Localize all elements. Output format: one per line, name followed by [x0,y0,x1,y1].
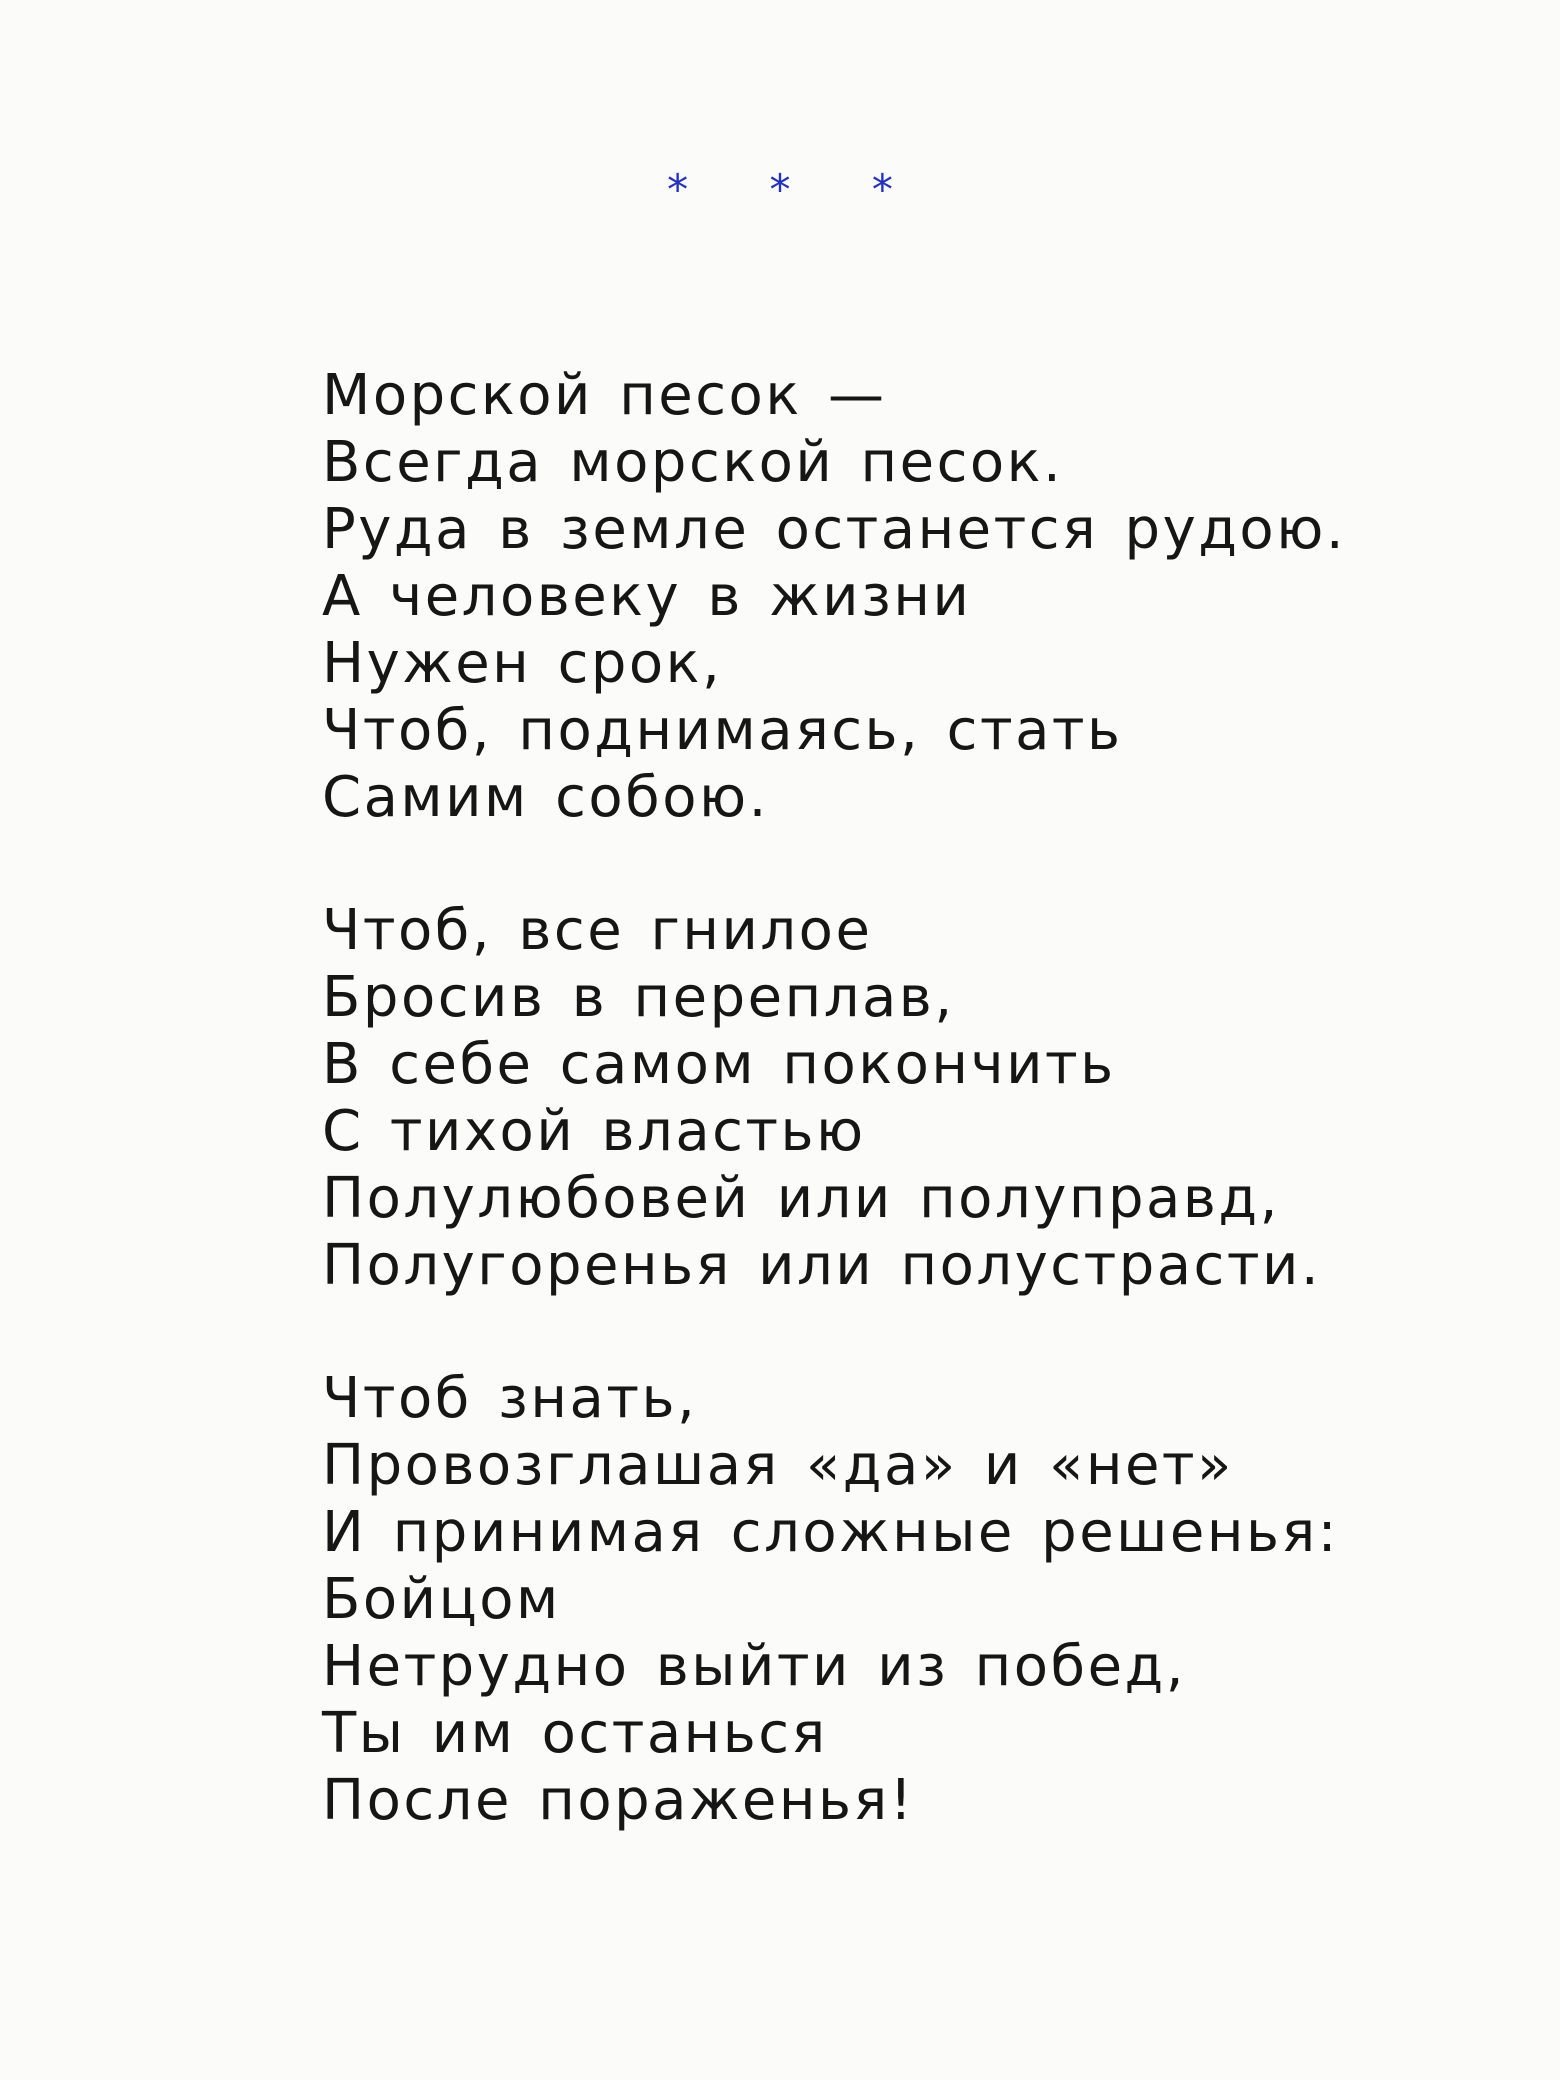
poem-line: Чтоб, поднимаясь, стать [322,698,1123,763]
poem-line: А человеку в жизни [322,564,972,629]
section-ornament: * * * [667,165,927,214]
poem-line: Самим собою. [322,765,769,830]
poem-line: Нужен срок, [322,631,723,696]
poem-line: Всегда морской песок. [322,430,1064,495]
poem [322,362,1502,1900]
poem-line: Руда в земле останется рудою. [322,497,1347,562]
poem-line: Нетрудно выйти из побед, [322,1634,1187,1699]
poem-line: И принимая сложные решенья: [322,1500,1340,1565]
stanza-1 [322,362,1502,831]
poem-line: Ты им останься [322,1701,828,1766]
poem-line: Полулюбовей или полуправд, [322,1166,1280,1231]
poem-line: Чтоб знать, [322,1366,698,1431]
poem-line: Чтоб, все гнилое [322,898,873,963]
poem-line: Бойцом [322,1567,561,1632]
poem-line: С тихой властью [322,1099,866,1164]
poem-line: Бросив в переплав, [322,965,955,1030]
poem-line: В себе самом покончить [322,1032,1116,1097]
poem-line: Провозглашая «да» и «нет» [322,1433,1234,1498]
stanza-3 [322,1365,1502,1834]
stanza-2 [322,897,1502,1299]
poem-line: Морской песок — [322,363,887,428]
poem-line: Полугоренья или полустрасти. [322,1233,1322,1298]
poem-line: После пораженья! [322,1768,915,1833]
